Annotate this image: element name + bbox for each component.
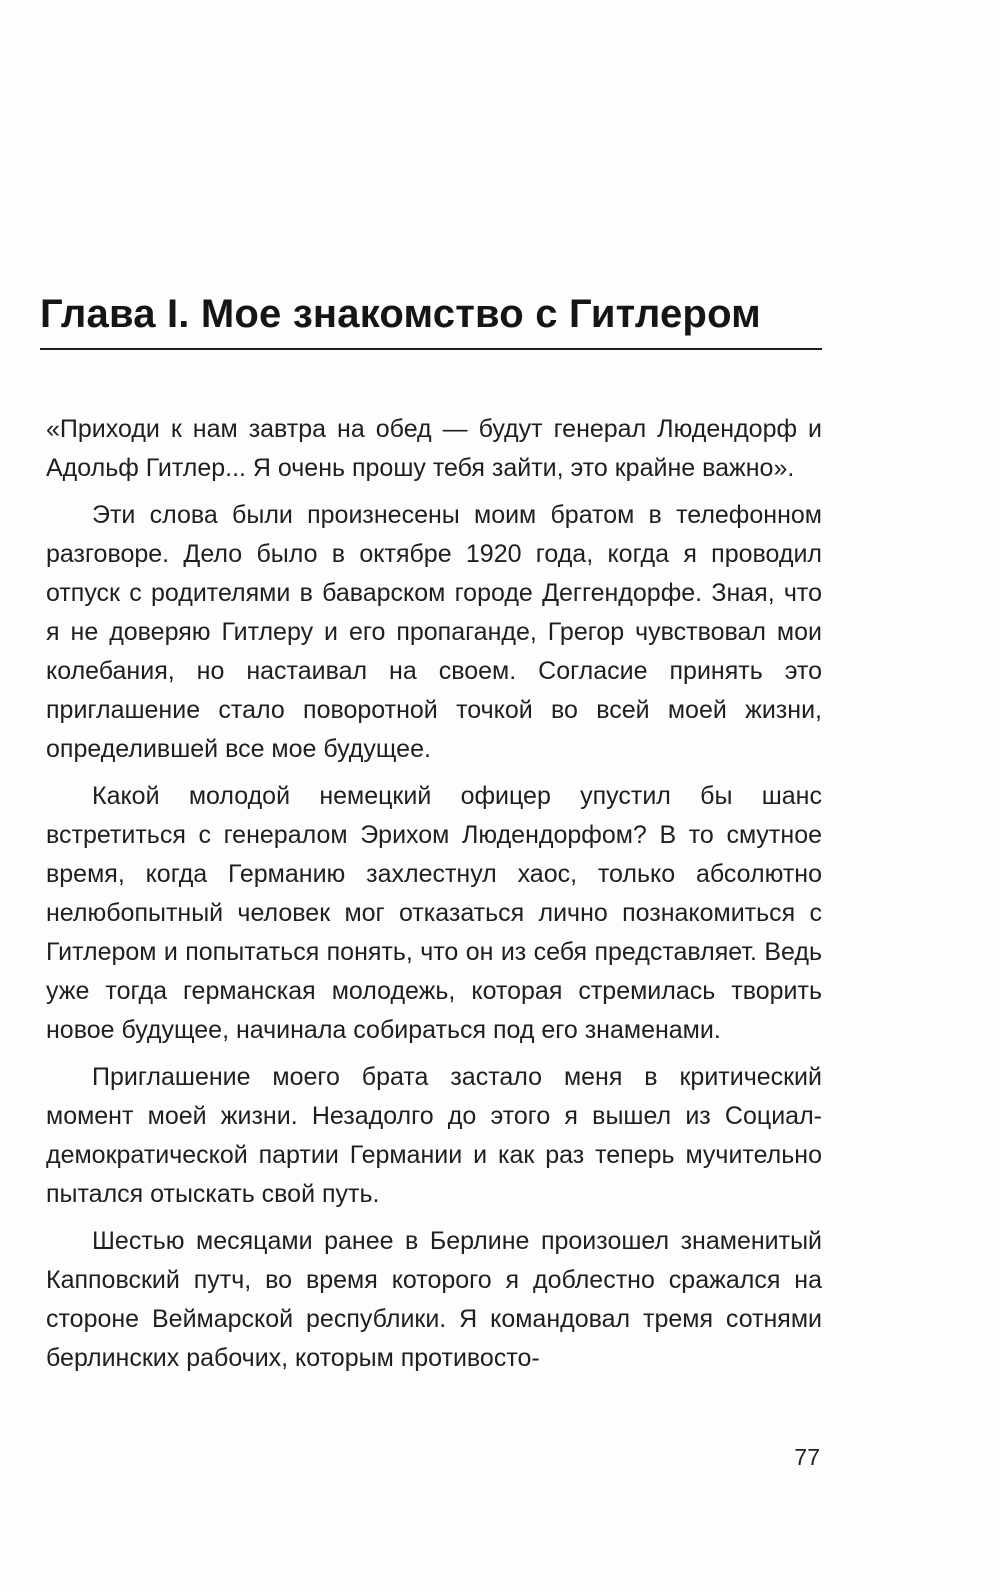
title-underline	[40, 348, 822, 350]
paragraph-3: Какой молодой немецкий офицер упустил бы шанс встретиться с генералом Эрихом Людендорфом? В то смутное время, когда Германию захлестнул хаос, только абсолютно нелюбопытный человек мог отказаться лично познакомиться с Гитлером и попытаться понять, что он из себя представляет. Ведь уже тогда германская молодежь, которая стремилась творить новое будущее, начинала собираться под его знаменами.	[46, 782, 822, 1044]
paragraph-5: Шестью месяцами ранее в Берлине произошел знаменитый Капповский путч, во время которого я доблестно сражался на стороне Веймарской республики. Я командовал тремя сотнями берлинских рабочих, которым противосто-	[46, 1227, 822, 1372]
paragraph-1: «Приходи к нам завтра на обед — будут генерал Людендорф и Адольф Гитлер... Я очень прошу тебя зайти, это крайне важно».	[46, 415, 822, 482]
page-number: 77	[794, 1444, 820, 1470]
book-page	[40, 0, 820, 1592]
chapter-title: Глава I. Мое знакомство с Гитлером	[40, 292, 761, 336]
body-text	[46, 410, 822, 1378]
paragraph-2: Эти слова были произнесены моим братом в телефонном разговоре. Дело было в октябре 1920 года, когда я проводил отпуск с родителями в баварском городе Деггендорфе. Зная, что я не доверяю Гитлеру и его пропаганде, Грегор чувствовал мои колебания, но настаивал на своем. Согласие принять это приглашение стало поворотной точкой во всей моей жизни, определившей все мое будущее.	[46, 501, 822, 763]
paragraph-4: Приглашение моего брата застало меня в критический момент моей жизни. Незадолго до этого я вышел из Социал-демократической партии Германии и как раз теперь мучительно пытался отыскать свой путь.	[46, 1063, 822, 1208]
